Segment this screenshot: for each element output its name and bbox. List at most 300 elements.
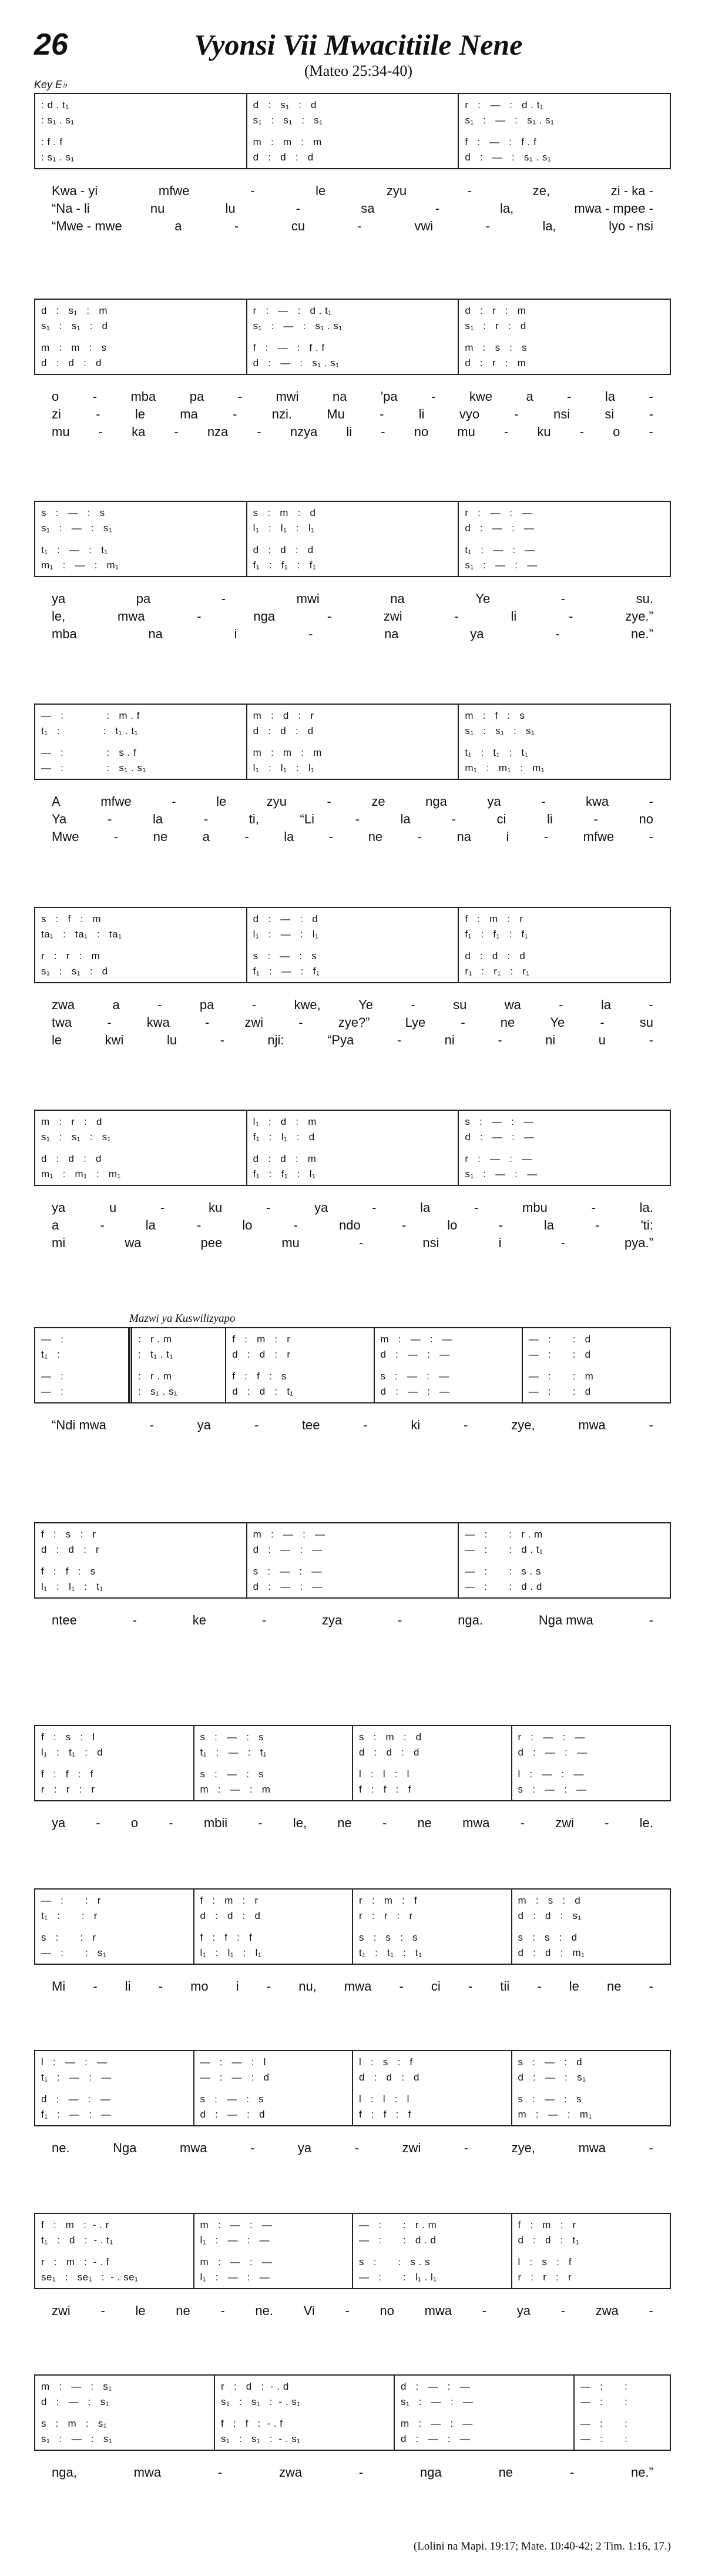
lyric-syllable: la — [152, 812, 163, 826]
lyric-syllable: mwa - mpee - — [574, 201, 653, 216]
hymn-header — [0, 0, 705, 94]
voice-notes: t₁ : — [41, 1348, 61, 1360]
lyric-syllable: zwa — [279, 2465, 303, 2480]
voice-notes: s : — : s — [200, 1768, 264, 1780]
voice-gap — [200, 2086, 347, 2091]
lyric-syllable: - — [363, 1418, 368, 1432]
measure — [35, 2214, 194, 2288]
voice-notes: m : — : — — [380, 1334, 453, 1345]
lyric-syllable: ku — [537, 424, 551, 439]
voice-notes: — : : d . d — [465, 1580, 542, 1592]
lyric-syllable: - — [649, 2140, 653, 2155]
lyric-syllable: pa — [199, 997, 214, 1012]
lyric-syllable: - — [233, 407, 237, 421]
voice-notes: r₁ : r₁ : r₁ — [465, 965, 530, 977]
measure — [247, 94, 459, 168]
voice-gap — [401, 2410, 568, 2415]
lyric-syllable: - — [649, 997, 653, 1012]
measures — [35, 2376, 670, 2450]
lyric-syllable: - — [649, 389, 653, 404]
voice-gap — [253, 334, 452, 339]
lyric-syllable: o — [52, 389, 59, 404]
lyric-syllable: “Mwe - mwe — [52, 219, 122, 233]
voice-notes: d : d : d — [359, 2071, 419, 2083]
voice-notes: d : — : s₁ — [518, 2071, 586, 2083]
voice-notes: f : m : r — [232, 1334, 291, 1345]
lyric-syllable: le — [52, 1033, 62, 1047]
voice-notes: t₁ : t₁ : t₁ — [465, 747, 528, 759]
lyric-line — [34, 1234, 671, 1252]
lyric-syllable: na — [456, 829, 471, 844]
measure — [353, 2051, 512, 2125]
voice-gap — [529, 1363, 664, 1368]
voice-notes: f : f : s — [41, 1566, 96, 1577]
lyric-syllable: nsi — [422, 1235, 439, 1250]
voice-gap — [359, 2249, 505, 2253]
lyric-line — [34, 810, 671, 828]
measure — [512, 1890, 670, 1964]
voice-gap — [41, 537, 240, 541]
lyric-syllable: - — [372, 1200, 377, 1215]
voice-notes: d : — : — — [380, 1348, 450, 1360]
voice-notes: t₁ : t₁ : t₁ — [359, 1947, 422, 1958]
lyric-syllable: mwa — [578, 1418, 606, 1432]
voice-gap — [253, 537, 452, 541]
lyric-syllable: la — [284, 829, 294, 844]
lyric-syllable: - — [174, 424, 179, 439]
lyric-syllable: zya — [321, 1613, 343, 1627]
lyric-syllable: mwi — [276, 389, 299, 404]
lyric-syllable: - — [357, 219, 362, 233]
lyric-syllable: ne. — [52, 2140, 70, 2155]
voice-gap — [253, 739, 452, 744]
lyric-syllable: cu — [291, 219, 306, 233]
voice-notes: s : m : d — [253, 507, 316, 519]
lyric-syllable: le, — [293, 1815, 307, 1830]
lyric-syllable: - — [359, 1235, 364, 1250]
lyric-syllable: zye, — [511, 2140, 536, 2155]
lyrics-block — [34, 182, 671, 235]
lyric-syllable: - — [649, 407, 653, 421]
lyric-syllable: nsi — [553, 407, 570, 421]
lyric-syllable: ntee — [52, 1613, 77, 1627]
lyric-line — [34, 406, 671, 423]
lyric-syllable: wa — [504, 997, 521, 1012]
voice-notes: l₁ : l₁ : l₁ — [253, 522, 315, 534]
key-signature: Key E♭ — [34, 79, 68, 91]
lyric-syllable: na — [390, 591, 405, 606]
voice-notes: f : s : r — [41, 1529, 96, 1540]
lyric-line — [34, 590, 671, 608]
lyric-syllable: na — [148, 627, 163, 641]
voice-notes: : s₁ . s₁ — [41, 151, 75, 163]
voice-notes: d : — : — — [401, 2381, 471, 2393]
voice-gap — [41, 739, 240, 744]
lyric-syllable: - — [203, 812, 209, 826]
lyric-syllable: zi — [52, 407, 61, 421]
voice-notes: — : — [41, 1334, 64, 1345]
voice-notes: d : s₁ : m — [41, 305, 108, 317]
voice-gap — [41, 1924, 187, 1929]
voice-notes: m₁ : — : m₁ — [41, 559, 119, 571]
voice-notes: d : d : r — [232, 1348, 291, 1360]
measure — [395, 2376, 575, 2450]
lyric-syllable: ya — [197, 1418, 212, 1432]
voice-notes: d : — : d — [200, 2108, 266, 2120]
voice-notes: m : — : m₁ — [518, 2108, 592, 2120]
voice-notes: t₁ : d : - . t₁ — [41, 2234, 113, 2246]
lyric-syllable: ti, — [249, 812, 259, 826]
lyric-syllable: nga — [253, 609, 276, 624]
voice-notes: f : m : - . r — [41, 2219, 109, 2231]
voice-notes: — : : m . f — [41, 710, 140, 722]
lyric-syllable: zyu — [386, 183, 407, 198]
lyric-syllable: i — [234, 627, 237, 641]
score-system — [34, 501, 671, 643]
lyric-syllable: u — [598, 1033, 606, 1047]
voice-notes: l₁ : t₁ : d — [41, 1746, 103, 1758]
measures — [35, 705, 670, 779]
voice-notes: l₁ : d : m — [253, 1116, 317, 1128]
lyric-line — [34, 182, 671, 200]
voice-notes: : s₁ . s₁ — [138, 1385, 178, 1397]
measure — [35, 705, 247, 779]
lyric-syllable: - — [96, 1815, 100, 1830]
lyric-syllable: zwi — [244, 1015, 264, 1030]
voice-notes: r : — : — — [518, 1731, 585, 1743]
voice-notes: s : — : d — [518, 2056, 583, 2068]
score-system — [34, 1888, 671, 1995]
lyric-syllable: - — [250, 2140, 255, 2155]
voice-notes: r : — : — — [465, 1153, 532, 1165]
voice-notes: d : d : d — [253, 544, 314, 556]
voice-notes: m : — : — — [253, 1529, 325, 1540]
lyric-syllable: - — [107, 812, 112, 826]
lyric-syllable: ku — [209, 1200, 223, 1215]
voice-notes: s : — : s — [200, 1731, 264, 1743]
lyric-syllable: ma — [180, 407, 198, 421]
lyric-syllable: - — [579, 424, 585, 439]
voice-notes: f₁ : f₁ : f₁ — [253, 559, 317, 571]
measure — [247, 705, 459, 779]
measures — [35, 1523, 670, 1597]
lyric-syllable: - — [328, 829, 334, 844]
lyric-syllable: - — [569, 609, 573, 624]
voice-notes: t₁ : — : — — [41, 2071, 112, 2083]
lyric-syllable: - — [482, 2303, 487, 2318]
lyric-syllable: - — [537, 1979, 542, 1994]
voice-notes: — : : — [580, 2418, 628, 2430]
lyric-line — [34, 2464, 671, 2481]
lyric-syllable: li — [511, 609, 517, 624]
lyric-syllable: - — [157, 997, 162, 1012]
voice-gap — [518, 2249, 664, 2253]
lyric-syllable: a — [52, 1218, 59, 1232]
lyric-syllable: la — [400, 812, 411, 826]
lyric-syllable: o — [613, 424, 620, 439]
lyric-syllable: ke — [192, 1613, 207, 1627]
lyric-syllable: - — [559, 997, 563, 1012]
voice-notes: m : s : d — [518, 1895, 581, 1907]
lyric-syllable: ya — [52, 591, 66, 606]
voice-notes: d : — : s₁ . s₁ — [253, 357, 340, 369]
voice-notes: m : m : m — [253, 136, 322, 148]
voice-notes: d : d : d — [253, 151, 314, 163]
lyric-syllable: - — [464, 2140, 469, 2155]
lyric-syllable: u — [109, 1200, 117, 1215]
voice-gap — [518, 1924, 664, 1929]
lyric-syllable: na — [333, 389, 347, 404]
voice-notes: — : : l₁ . l₁ — [359, 2271, 437, 2283]
voice-notes: m : — : m — [200, 1783, 271, 1795]
voice-notes: s : — : s — [253, 950, 317, 962]
lyrics-block — [34, 996, 671, 1049]
lyric-syllable: - — [649, 829, 653, 844]
voice-gap — [465, 537, 664, 541]
lyric-syllable: zwi — [52, 2303, 70, 2318]
voice-notes: — : : s . f — [41, 747, 137, 759]
lyric-line — [34, 1014, 671, 1031]
lyric-line — [34, 996, 671, 1014]
measure — [459, 94, 670, 168]
lyric-syllable: kwi — [105, 1033, 124, 1047]
voice-notes: t₁ : — : t₁ — [41, 544, 108, 556]
voice-notes: : t₁ . t₁ — [138, 1348, 173, 1360]
lyric-syllable: - — [345, 2303, 350, 2318]
voice-gap — [359, 2086, 505, 2091]
voice-notes: — : : d — [528, 1385, 591, 1397]
lyric-line — [34, 1217, 671, 1234]
voice-gap — [465, 1558, 664, 1563]
lyric-syllable: a — [112, 997, 120, 1012]
lyric-syllable: lu — [166, 1033, 177, 1047]
lyric-syllable: pee — [200, 1235, 223, 1250]
voice-notes: r : r : r — [518, 2271, 572, 2283]
lyric-syllable: - — [595, 1218, 600, 1232]
voice-notes: m : — : s₁ — [41, 2381, 112, 2393]
voice-notes: : f . f — [41, 136, 63, 148]
voice-notes: d : — : s₁ . s₁ — [465, 151, 552, 163]
voice-gap — [41, 2086, 187, 2091]
voice-notes: f₁ : — : f₁ — [253, 965, 320, 977]
measure — [459, 908, 670, 982]
voice-notes: s : f : m — [41, 913, 102, 925]
lyric-syllable: nga, — [52, 2465, 77, 2480]
voice-gap — [200, 1924, 347, 1929]
lyric-syllable: le — [135, 407, 145, 421]
voice-notes: s : m : d — [359, 1731, 422, 1743]
lyric-syllable: ne — [176, 2303, 190, 2318]
voice-gap — [253, 129, 452, 133]
lyric-syllable: - — [503, 424, 509, 439]
score-system — [34, 93, 671, 235]
lyric-line — [34, 2302, 671, 2320]
lyric-syllable: - — [380, 407, 384, 421]
lyric-syllable: Mi — [52, 1979, 66, 1994]
lyrics-block — [34, 388, 671, 441]
measure — [35, 502, 247, 576]
lyric-syllable: - — [397, 1033, 402, 1047]
lyric-syllable: - — [251, 997, 257, 1012]
voice-gap — [359, 1761, 505, 1766]
voice-notes: d : d : d — [253, 725, 314, 736]
voice-notes: s : s : d — [518, 1932, 578, 1944]
voice-notes: t₁ : — : — — [465, 544, 535, 556]
voice-notes: — : : — [580, 2396, 628, 2407]
lyric-syllable: kwe, — [294, 997, 321, 1012]
score-system — [34, 704, 671, 846]
voice-notes: m : — : — — [200, 2256, 273, 2268]
voice-notes: d : d : d — [41, 1153, 102, 1165]
voice-notes: d : d : t₁ — [518, 2234, 579, 2246]
voice-notes: f : f : f — [41, 1768, 93, 1780]
sol-fa-staff — [34, 2050, 671, 2126]
lyric-syllable: Vi — [303, 2303, 315, 2318]
lyric-syllable: na — [384, 627, 399, 641]
lyric-syllable: ne.” — [630, 2465, 653, 2480]
lyric-syllable: - — [520, 1815, 525, 1830]
lyric-syllable: - — [234, 219, 239, 233]
voice-notes: s : : r — [41, 1932, 96, 1944]
lyric-syllable: - — [474, 1200, 479, 1215]
lyric-syllable: - — [172, 794, 176, 809]
lyric-syllable: kwe — [469, 389, 492, 404]
lyric-syllable: a — [174, 219, 182, 233]
lyric-syllable: - — [100, 1218, 105, 1232]
voice-notes: r : — : — — [465, 507, 532, 519]
voice-gap — [200, 1761, 347, 1766]
lyric-syllable: le — [569, 1979, 579, 1994]
lyric-syllable: - — [560, 2303, 566, 2318]
lyric-line — [34, 217, 671, 235]
voice-notes: d : — : — — [518, 1746, 588, 1758]
voice-notes: d : d : m₁ — [518, 1947, 585, 1958]
sol-fa-staff — [34, 704, 671, 780]
lyric-syllable: - — [498, 1033, 502, 1047]
voice-notes: m : — : — — [200, 2219, 273, 2231]
measure — [353, 2214, 512, 2288]
lyric-syllable: vwi — [414, 219, 434, 233]
lyric-syllable: - — [649, 1979, 653, 1994]
lyric-syllable: ne — [417, 1815, 432, 1830]
lyric-syllable: A — [52, 794, 61, 809]
measure — [35, 2376, 215, 2450]
lyric-syllable: kwa — [585, 794, 609, 809]
voice-notes: — : — : d — [200, 2071, 270, 2083]
measure — [35, 1328, 129, 1402]
voice-notes: d : s₁ : d — [253, 99, 317, 111]
lyric-syllable: - — [149, 1418, 155, 1432]
lyric-syllable: - — [543, 829, 549, 844]
lyrics-block — [34, 1612, 671, 1629]
lyric-line — [34, 608, 671, 625]
lyric-syllable: mi — [52, 1235, 66, 1250]
voice-gap — [253, 943, 452, 947]
lyric-syllable: - — [593, 812, 598, 826]
voice-gap — [465, 1145, 664, 1150]
voice-gap — [41, 1761, 187, 1766]
lyric-syllable: - — [649, 1613, 653, 1627]
voice-notes: d : — : d — [253, 913, 318, 925]
measures — [35, 300, 670, 374]
voice-gap — [200, 2249, 347, 2253]
lyric-syllable: - — [169, 1815, 173, 1830]
measures — [35, 1726, 670, 1800]
section-label: Mazwi ya Kuswilizyapo — [129, 1312, 236, 1325]
lyric-syllable: la — [605, 389, 616, 404]
lyric-syllable: - — [401, 1218, 407, 1232]
score-system — [34, 2374, 671, 2481]
lyric-syllable: nzya — [290, 424, 318, 439]
lyric-syllable: ya — [487, 794, 501, 809]
lyric-syllable: Kwa - yi — [52, 183, 98, 198]
measure — [512, 2051, 670, 2125]
lyric-syllable: - — [250, 183, 255, 198]
lyric-syllable: zwa — [595, 2303, 619, 2318]
lyric-syllable: - — [567, 389, 572, 404]
lyric-syllable: ni — [545, 1033, 556, 1047]
lyric-syllable: - — [96, 407, 100, 421]
voice-notes: d : — : — — [253, 1543, 323, 1555]
voice-notes: — : — : l — [200, 2056, 266, 2068]
lyric-syllable: su — [639, 1015, 653, 1030]
voice-notes: d : d : r — [41, 1543, 100, 1555]
measure — [375, 1328, 523, 1402]
voice-notes: — : : — [580, 2381, 628, 2393]
lyric-syllable: i — [506, 829, 509, 844]
measure — [459, 502, 670, 576]
voice-notes: f : m : r — [518, 2219, 576, 2231]
lyric-syllable: ne.” — [631, 627, 653, 641]
lyric-syllable: - — [569, 2465, 575, 2480]
voice-notes: s : — : — — [465, 1116, 534, 1128]
lyric-syllable: i — [236, 1979, 239, 1994]
voice-notes: l₁ : l₁ : l₁ — [200, 1947, 262, 1958]
voice-notes: s₁ : s₁ : - . s₁ — [221, 2396, 301, 2407]
lyric-syllable: Nga — [113, 2140, 137, 2155]
lyric-syllable: Ye — [550, 1015, 565, 1030]
sol-fa-staff — [34, 2374, 671, 2451]
voice-notes: f₁ : f₁ : f₁ — [465, 928, 528, 940]
voice-gap — [465, 943, 664, 947]
lyric-syllable: le — [315, 183, 326, 198]
voice-notes: — : — [41, 1371, 64, 1382]
voice-notes: s : — : s — [518, 2093, 582, 2105]
lyric-syllable: - — [308, 627, 313, 641]
lyric-syllable: ze, — [532, 183, 550, 198]
lyric-syllable: ya — [314, 1200, 328, 1215]
voice-notes: r : r : r — [359, 1910, 413, 1921]
score-system — [34, 2213, 671, 2320]
sol-fa-staff — [34, 93, 671, 169]
voice-notes: f : f : f — [359, 2108, 411, 2120]
lyric-syllable: “Ndi mwa — [52, 1418, 106, 1432]
voice-notes: d : — : — — [465, 1131, 535, 1143]
voice-notes: s : : s . s — [359, 2256, 431, 2268]
voice-gap — [41, 2410, 208, 2415]
voice-notes: s : — : s — [200, 2093, 264, 2105]
measure — [575, 2376, 670, 2450]
lyric-syllable: ya — [516, 2303, 531, 2318]
lyric-line — [34, 1199, 671, 1217]
voice-notes: — : : r — [41, 1895, 102, 1907]
voice-notes: s : s : s — [359, 1932, 418, 1944]
lyric-syllable: pa — [189, 389, 204, 404]
voice-notes: s : — : — — [380, 1371, 449, 1382]
voice-notes: s : — : — — [253, 1566, 322, 1577]
measures — [35, 908, 670, 982]
lyric-syllable: su. — [636, 591, 653, 606]
